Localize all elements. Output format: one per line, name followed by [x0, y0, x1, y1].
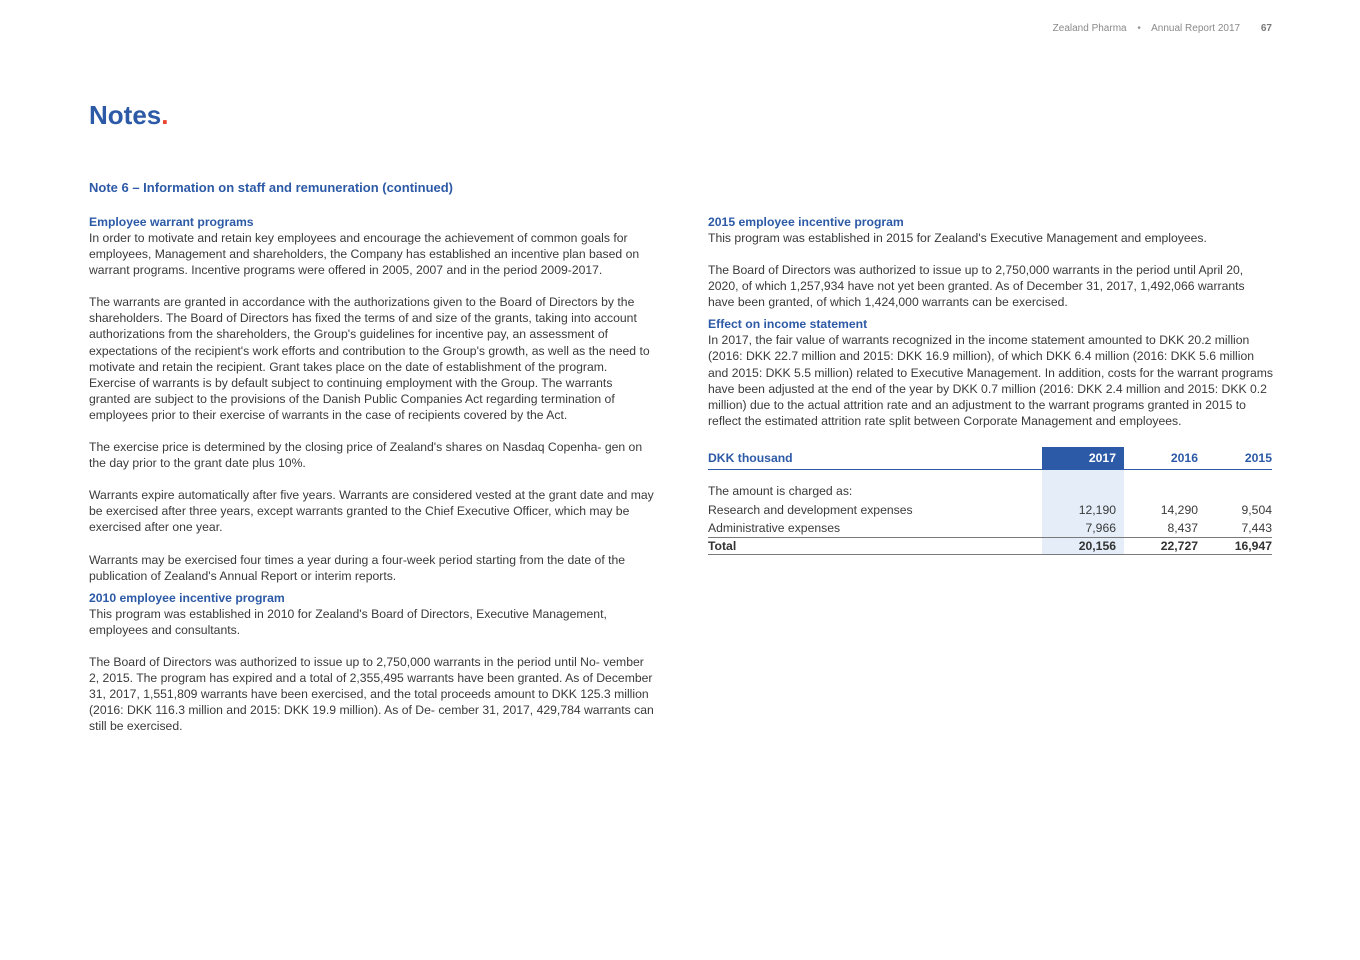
table-cell-value: 7,966 [1042, 519, 1124, 538]
table-header-row [708, 447, 1272, 470]
paragraph: Warrants expire automatically after five years. Warrants are considered vested at the grant date and may be exercised after three years, except warrants granted to the Chief Executive Officer, which may be exercised after one year. [89, 488, 654, 535]
paragraph: Warrants may be exercised four times a year during a four-week period starting from the date of the publication of Zealand's Annual Report or interim reports. [89, 552, 626, 583]
section-heading-2015-program: 2015 employee incentive program [708, 215, 904, 229]
header-company: Zealand Pharma [1052, 23, 1127, 34]
paragraph: The warrants are granted in accordance with the authorizations given to the Board of Directors by the shareholders. The Board of Directors has fixed the terms of and size of the grants, taking into account authorizations from the shareholders, the Group's guidelines for incentive pay, an assessment of expectations of the recipient's work efforts and contribution to the Group's growth, as well as the need to motivate and retain the recipient. Grant takes place on the date of establishment of the program. Exercise of warrants is by default subject to continuing employment with the Group. The warrants granted are subject to the provisions of the Danish Public Companies Act regarding termination of employees prior to their exercise of warrants in the case of recipients covered by the Act. [89, 295, 650, 422]
table-cell-label: Total [708, 538, 1042, 555]
table-header-year: 2017 [1042, 447, 1124, 470]
paragraph: The Board of Directors was authorized to issue up to 2,750,000 warrants in the period until April 20, 2020, of which 1,257,934 have not yet been granted. As of December 31, 2017, 1,492,066 warrants have been granted, of which 1,424,000 warrants can be exercised. [708, 263, 1245, 310]
paragraph: This program was established in 2010 for Zealand's Board of Directors, Executive Management, employees and consultants. [89, 606, 607, 637]
table-cell-value: 7,443 [1241, 521, 1272, 536]
paragraph: In order to motivate and retain key employees and encourage the achievement of common goals for employees, Management and shareholders, the Company has established an incentive plan based on warrant programs. Incentive programs were offered in 2005, 2007 and in the period 2009-2017. [89, 231, 640, 278]
page-header [1053, 23, 1272, 34]
table-cell-value: 20,156 [1042, 538, 1124, 555]
header-separator: • [1137, 23, 1141, 34]
page-title-text: Notes [89, 100, 162, 130]
paragraph: The exercise price is determined by the closing price of Zealand's shares on Nasdaq Copenha- gen on the day prior to the grant date plus 10%. [89, 440, 643, 471]
table-cell-label: Administrative expenses [708, 521, 841, 536]
table-cell-value: 22,727 [1124, 538, 1198, 555]
section-heading-warrant-programs: Employee warrant programs [89, 215, 254, 229]
page-number: 67 [1260, 23, 1272, 34]
table-cell-value: 8,437 [1167, 521, 1198, 536]
table-cell-value: 12,190 [1042, 500, 1124, 519]
section-heading-2010-program: 2010 employee incentive program [89, 590, 285, 605]
note-heading: Note 6 – Information on staff and remuneration (continued) [89, 180, 454, 195]
table-cell-label: Research and development expenses [708, 502, 913, 517]
right-column [708, 214, 1274, 555]
table-row [708, 519, 1272, 538]
paragraph: In 2017, the fair value of warrants recognized in the income statement amounted to DKK 20.2 million (2016: DKK 22.7 million and 2015: DKK 16.9 million), of which DKK 6.4 million (2016: DKK 5.6 million and 2015: DKK 5.5 million) related to Executive Management. In addition, costs for the warrant programs have been adjusted at the end of the year by DKK 0.7 million (2016: DKK 2.4 million and 2015: DKK 0.2 million) due to the actual attrition rate and an adjustment to the warrant programs granted in 2015 to reflect the estimated attrition rate split between Corporate Management and employees. [708, 333, 1273, 428]
paragraph: This program was established in 2015 for Zealand's Executive Management and employees. [708, 231, 1207, 245]
table-cell-value: 14,290 [1160, 502, 1198, 517]
section-heading-income-effect: Effect on income statement [708, 317, 868, 332]
table-header-label: DKK thousand [708, 447, 1042, 470]
table-spacer-row [708, 469, 1272, 482]
left-column [89, 214, 655, 734]
table-cell-value: 9,504 [1241, 502, 1272, 517]
table-row [708, 482, 1272, 501]
page-title [89, 100, 168, 131]
table-header-year: 2015 [1198, 447, 1272, 470]
header-report: Annual Report 2017 [1151, 23, 1241, 34]
page-title-dot: . [161, 100, 169, 130]
table-total-row [708, 538, 1272, 555]
table-cell-value: 16,947 [1198, 538, 1272, 555]
table-cell-label: The amount is charged as: [708, 484, 853, 499]
warrant-cost-table [708, 447, 1272, 556]
paragraph: The Board of Directors was authorized to issue up to 2,750,000 warrants in the period until No- vember 2, 2015. The program has expired and a total of 2,355,495 warrants have been granted. As of December 31, 2017, 1,551,809 warrants have been exercised, and the total proceeds amount to DKK 125.3 million (2016: DKK 116.3 million and 2015: DKK 19.9 million). As of De- cember 31, 2017, 429,784 warrants can still be exercised. [89, 654, 654, 734]
table-row [708, 500, 1272, 519]
table-header-year: 2016 [1124, 447, 1198, 470]
